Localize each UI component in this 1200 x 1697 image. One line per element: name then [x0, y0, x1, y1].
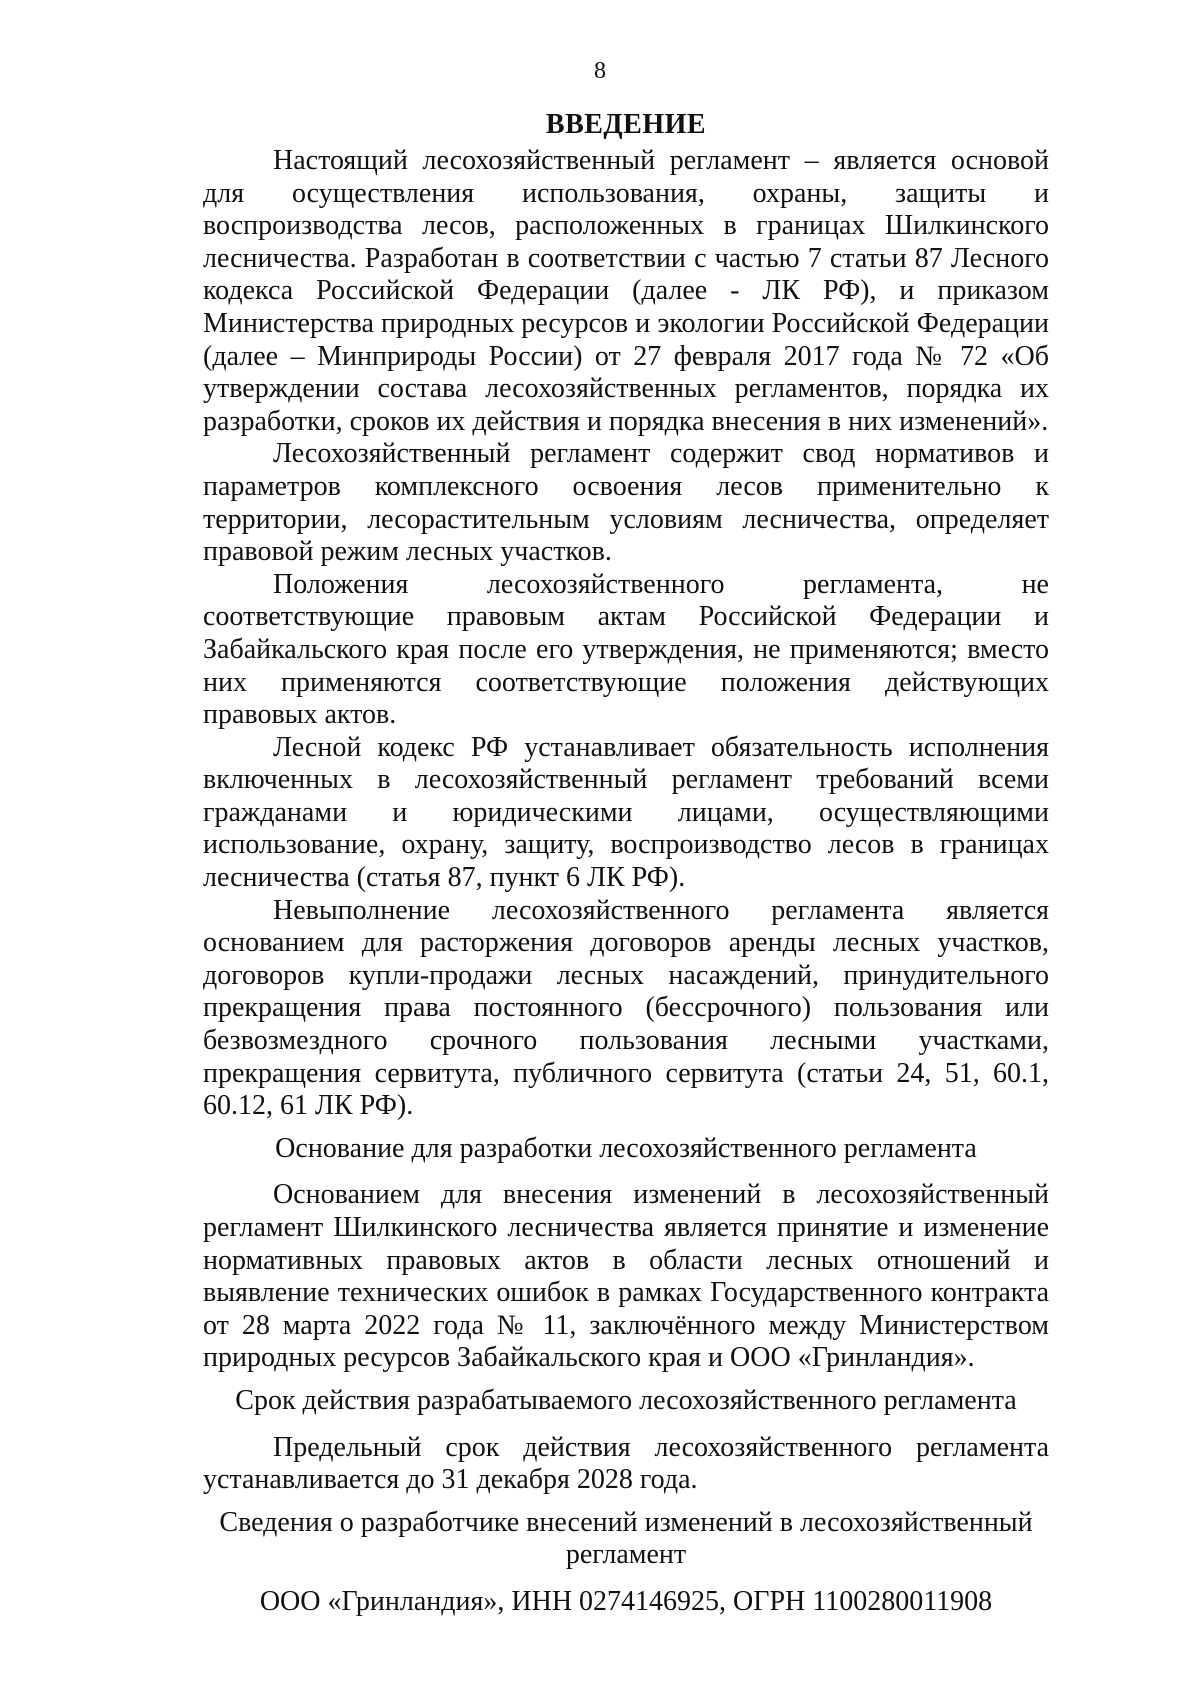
intro-paragraph-1: Настоящий лесохозяйственный регламент – является основой для осуществления использования, охраны, защиты и воспроизводства лесов, расположенных в границах Шилкинского лесничества. Разработан в соответствии с частью 7 статьи 87 Лесного кодекса Российской Федерации (далее - ЛК РФ), и приказом Министерства природных ресурсов и экологии Российской Федерации (далее – Минприроды России) от 27 февраля 2017 года № 72 «Об утверждении состава лесохозяйственных регламентов, порядка их разработки, сроков их действия и порядка внесения в них изменений».	[203, 145, 1049, 437]
developer-details: ООО «Гринландия», ИНН 0274146925, ОГРН 1100280011908	[259, 1585, 993, 1617]
spacer	[203, 1165, 1049, 1179]
intro-paragraph-4: Лесной кодекс РФ устанавливает обязательность исполнения включенных в лесохозяйственный регламент требований всеми гражданами и юридическими лицами, осуществляющими использование, охрану, защиту, воспроизводство лесов в границах лесничества (статья 87, пункт 6 ЛК РФ).	[203, 731, 1049, 894]
intro-paragraph-5: Невыполнение лесохозяйственного регламента является основанием для расторжения договоров аренды лесных участков, договоров купли-продажи лесных насаждений, принудительного прекращения права постоянного (бессрочного) пользования или безвозмездного срочного пользования лесными участками, прекращения сервитута, публичного сервитута (статьи 24, 51, 60.1, 60.12, 61 ЛК РФ).	[203, 894, 1049, 1122]
intro-paragraph-2: Лесохозяйственный регламент содержит свод нормативов и параметров комплексного освоения лесов применительно к территории, лесорастительным условиям лесничества, определяет правовой режим лесных участков.	[203, 438, 1049, 568]
spacer	[203, 1123, 1049, 1133]
term-heading: Срок действия разрабатываемого лесохозяйственного регламента	[235, 1384, 1017, 1416]
spacer	[203, 1418, 1049, 1432]
intro-paragraph-3: Положения лесохозяйственного регламента, не соответствующие правовым актам Российской Федерации и Забайкальского края после его утверждения, не применяются; вместо них применяются соответствующие положения действующих правовых актов.	[203, 568, 1049, 731]
intro-heading: ВВЕДЕНИЕ	[545, 109, 707, 140]
spacer	[203, 1497, 1049, 1507]
developer-heading: Сведения о разработчике внесений изменений в лесохозяйственный регламент	[219, 1506, 1033, 1571]
spacer	[203, 1572, 1049, 1586]
page-number: 8	[594, 58, 606, 84]
basis-paragraph: Основанием для внесения изменений в лесохозяйственный регламент Шилкинского лесничества является принятие и изменение нормативных правовых актов в области лесных отношений и выявление технических ошибок в рамках Государственного контракта от 28 марта 2022 года № 11, заключённого между Министерством природных ресурсов Забайкальского края и ООО «Гринландия».	[203, 1179, 1049, 1374]
document-body	[203, 105, 1049, 1619]
term-paragraph: Предельный срок действия лесохозяйственного регламента устанавливается до 31 декабря 2028 года.	[203, 1431, 1049, 1496]
basis-heading: Основание для разработки лесохозяйственного регламента	[275, 1132, 977, 1164]
spacer	[203, 1375, 1049, 1385]
